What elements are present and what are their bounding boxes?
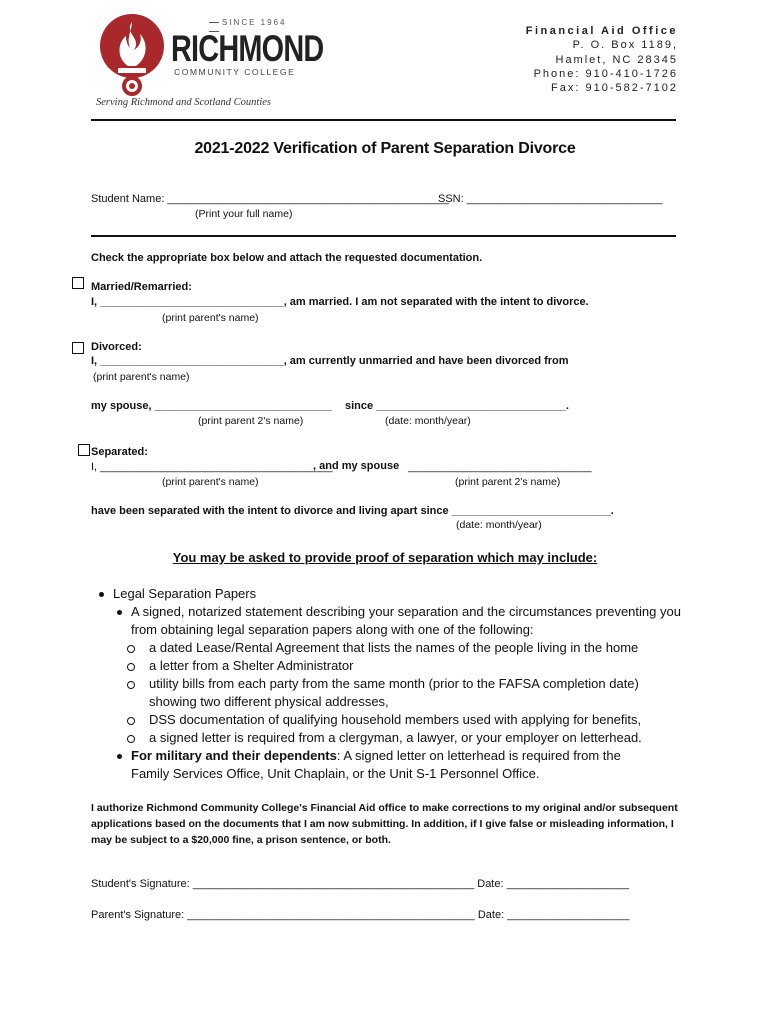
ssn-field[interactable]: SSN: ________________________________ (438, 193, 663, 205)
student-signature-field[interactable]: Student's Signature: ______________________________________________ Date: ____________________ (91, 878, 629, 890)
sub-item-cont: showing two different physical addresses, (149, 694, 389, 709)
circle-bullet-icon (127, 735, 135, 743)
separated-since-hint: (date: month/year) (456, 519, 542, 531)
married-statement[interactable]: I, ______________________________, am married. I am not separated with the intent to divorce. (91, 296, 589, 308)
office-fax: Fax: 910-582-7102 (551, 82, 678, 95)
student-name-field[interactable]: Student Name: ______________________________________________ (91, 193, 449, 205)
separated-spouse-field[interactable]: ______________________________ (408, 461, 592, 473)
college-logo (96, 10, 324, 100)
instruction-text: Check the appropriate box below and attach the requested documentation. (91, 252, 483, 264)
office-title: Financial Aid Office (525, 25, 678, 37)
serving-tagline: Serving Richmond and Scotland Counties (96, 97, 271, 108)
married-label: Married/Remarried: (91, 281, 192, 293)
separated-since-field[interactable]: have been separated with the intent to divorce and living apart since __________________________. (91, 505, 614, 517)
list-item-cont: Family Services Office, Unit Chaplain, or the Unit S-1 Personnel Office. (131, 766, 540, 781)
divider (91, 119, 676, 121)
separated-checkbox[interactable] (78, 444, 90, 456)
list-item-cont: from obtaining legal separation papers along with one of the following: (131, 622, 534, 637)
separated-spouse-text: , and my spouse (313, 460, 400, 472)
office-phone: Phone: 910-410-1726 (533, 67, 678, 80)
list-item: Legal Separation Papers (113, 586, 257, 601)
married-hint: (print parent's name) (162, 312, 259, 324)
military-rest: : A signed letter on letterhead is required from the (336, 748, 621, 763)
divider (91, 235, 676, 237)
parent-signature-field[interactable]: Parent's Signature: _______________________________________________ Date: ____________________ (91, 909, 630, 921)
divorced-statement[interactable]: I, ______________________________, am currently unmarried and have been divorced from (91, 355, 569, 367)
sub-item: a letter from a Shelter Administrator (149, 658, 354, 673)
sub-item: a signed letter is required from a clergyman, a lawyer, or your employer on letterhead. (149, 730, 642, 745)
proof-heading: You may be asked to provide proof of separation which may include: (172, 550, 598, 565)
circle-bullet-icon (127, 663, 135, 671)
military-bold: For military and their dependents (131, 748, 337, 763)
office-address (526, 24, 678, 95)
divorced-checkbox[interactable] (72, 342, 84, 354)
married-checkbox[interactable] (72, 277, 84, 289)
circle-bullet-icon (127, 717, 135, 725)
divorced-hint: (print parent's name) (93, 371, 190, 383)
divorced-since-hint: (date: month/year) (385, 415, 471, 427)
office-line: Hamlet, NC 28345 (555, 53, 678, 66)
sub-item: utility bills from each party from the same month (prior to the FAFSA completion date) (149, 676, 639, 691)
circle-bullet-icon (127, 645, 135, 653)
divorced-spouse-field[interactable]: my spouse, _____________________________ (91, 400, 332, 412)
list-item: A signed, notarized statement describing your separation and the circumstances preventing you (131, 604, 681, 619)
bullet-icon (117, 610, 122, 615)
proof-list (0, 585, 770, 785)
sub-item: DSS documentation of qualifying household members used with applying for benefits, (149, 712, 642, 727)
logo-since: SINCE 1964 (206, 18, 296, 36)
office-line: P. O. Box 1189, (572, 39, 678, 52)
divorced-since-field[interactable]: since _______________________________. (345, 400, 569, 412)
bullet-icon (117, 754, 122, 759)
logo-name: RICHMOND (171, 28, 324, 69)
divorced-spouse-hint: (print parent 2's name) (198, 415, 304, 427)
sub-item: a dated Lease/Rental Agreement that lists the names of the people living in the home (149, 640, 639, 655)
separated-parent-field[interactable]: I, ______________________________________ (91, 461, 333, 473)
print-full-name-hint: (Print your full name) (195, 208, 293, 220)
divorced-label: Divorced: (91, 341, 142, 353)
bullet-icon (99, 592, 104, 597)
authorization-text: I authorize Richmond Community College's Financial Aid office to make corrections to my original and/or subsequent applications based on the documents that I am now submitting. In addition, if I give false or misleading information, I may be subject to a $20,000 fine, a prison sentence, or both. (91, 802, 678, 846)
separated-parent-hint: (print parent's name) (162, 476, 259, 488)
circle-bullet-icon (127, 681, 135, 689)
logo-subname: COMMUNITY COLLEGE (174, 67, 296, 77)
separated-label: Separated: (91, 446, 148, 458)
flame-seal-icon (96, 10, 168, 98)
form-title: 2021-2022 Verification of Parent Separation Divorce (194, 140, 576, 157)
list-item-military (131, 747, 621, 765)
separated-spouse-hint: (print parent 2's name) (455, 476, 561, 488)
